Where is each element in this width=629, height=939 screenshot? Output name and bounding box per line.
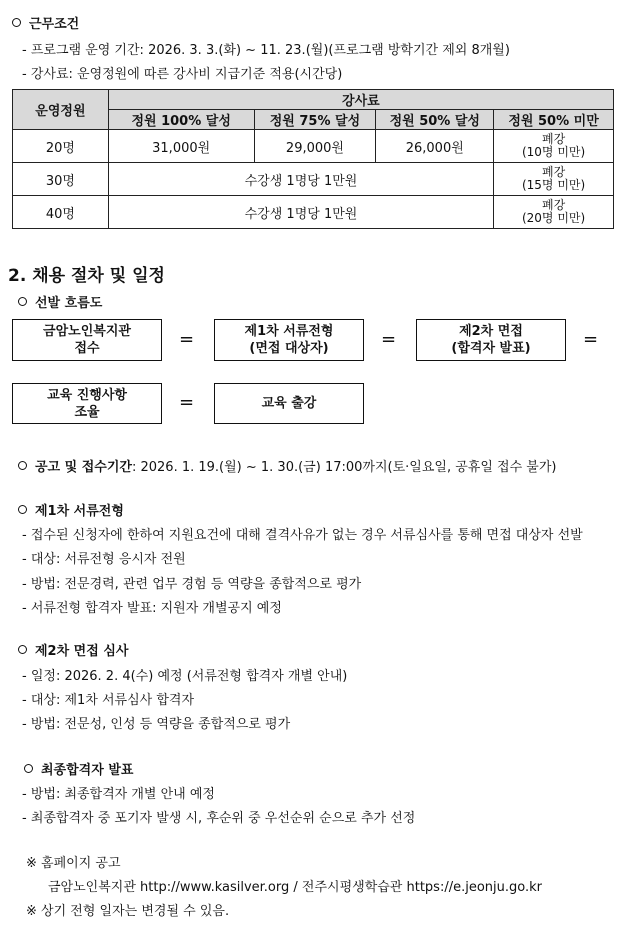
flow-box-teaching: 교육 출강	[214, 383, 364, 424]
first-line: - 대상: 서류전형 응시자 전원	[22, 552, 186, 567]
flow-arrow: =	[179, 329, 195, 350]
circle-bullet-icon	[18, 505, 27, 514]
closed-cell: 폐강 (15명 미만)	[494, 163, 614, 196]
second-heading: 제2차 면접 심사	[18, 640, 128, 659]
final-heading: 최종합격자 발표	[24, 759, 133, 778]
second-line: - 대상: 제1차 서류심사 합격자	[22, 693, 195, 708]
fee-cell: 26,000원	[376, 130, 494, 163]
closed-cell: 폐강 (20명 미만)	[494, 196, 614, 229]
fee-cell: 29,000원	[254, 130, 376, 163]
final-line: - 방법: 최종합격자 개별 안내 예정	[22, 787, 215, 802]
header-100: 정원 100% 달성	[108, 110, 254, 130]
capacity-cell: 30명	[13, 163, 109, 196]
second-line: - 일정: 2026. 2. 4(수) 예정 (서류전형 합격자 개별 안내)	[22, 669, 348, 684]
fee-table	[12, 89, 614, 229]
capacity-cell: 40명	[13, 196, 109, 229]
first-line: - 접수된 신청자에 한하여 지원요건에 대해 결격사유가 없는 경우 서류심사를 통해 면접 대상자 선발	[22, 528, 583, 543]
merged-fee-cell: 수강생 1명당 1만원	[108, 196, 493, 229]
flow-box-first-screening: 제1차 서류전형 (면접 대상자)	[214, 319, 364, 361]
first-heading: 제1차 서류전형	[18, 500, 124, 519]
circle-bullet-icon	[12, 18, 21, 27]
table-row	[13, 196, 614, 229]
section-title: 2. 채용 절차 및 일정	[8, 266, 165, 286]
header-fee: 강사료	[108, 90, 613, 110]
flow-arrow: =	[179, 392, 195, 413]
circle-bullet-icon	[18, 461, 27, 470]
circle-bullet-icon	[18, 645, 27, 654]
header-75: 정원 75% 달성	[254, 110, 376, 130]
second-line: - 방법: 전문성, 인성 등 역량을 종합적으로 평가	[22, 717, 291, 732]
flow-arrow: =	[381, 329, 397, 350]
flow-arrow: =	[583, 329, 599, 350]
notice-period: 공고 및 접수기간: 2026. 1. 19.(월) ~ 1. 30.(금) 17:00까지(토·일요일, 공휴일 접수 불가)	[18, 456, 556, 475]
table-row	[13, 130, 614, 163]
closed-cell: 폐강 (10명 미만)	[494, 130, 614, 163]
circle-bullet-icon	[18, 297, 27, 306]
conditions-line: - 프로그램 운영 기간: 2026. 3. 3.(화) ~ 11. 23.(월)(프로그램 방학기간 제외 8개월)	[22, 43, 510, 58]
conditions-heading: 근무조건	[12, 13, 79, 32]
header-capacity: 운영정원	[13, 90, 109, 130]
flow-heading: 선발 흐름도	[18, 292, 102, 311]
final-line: - 최종합격자 중 포기자 발생 시, 후순위 중 우선순위 순으로 추가 선정	[22, 811, 416, 826]
header-under-50: 정원 50% 미만	[494, 110, 614, 130]
homepage-sites: 금암노인복지관 http://www.kasilver.org / 전주시평생학습관 https://e.jeonju.go.kr	[48, 880, 542, 895]
header-50: 정원 50% 달성	[376, 110, 494, 130]
circle-bullet-icon	[24, 764, 33, 773]
flow-box-reception: 금암노인복지관 접수	[12, 319, 162, 361]
flow-box-interview: 제2차 면접 (합격자 발표)	[416, 319, 566, 361]
first-line: - 서류전형 합격자 발표: 지원자 개별공지 예정	[22, 601, 282, 616]
merged-fee-cell: 수강생 1명당 1만원	[108, 163, 493, 196]
first-line: - 방법: 전문경력, 관련 업무 경험 등 역량을 종합적으로 평가	[22, 577, 362, 592]
fee-cell: 31,000원	[108, 130, 254, 163]
homepage-note: ※ 홈페이지 공고	[26, 856, 121, 871]
change-note: ※ 상기 전형 일자는 변경될 수 있음.	[26, 904, 230, 919]
flow-box-coordination: 교육 진행사항 조율	[12, 383, 162, 424]
capacity-cell: 20명	[13, 130, 109, 163]
conditions-line: - 강사료: 운영정원에 따른 강사비 지급기준 적용(시간당)	[22, 67, 343, 82]
table-row	[13, 163, 614, 196]
